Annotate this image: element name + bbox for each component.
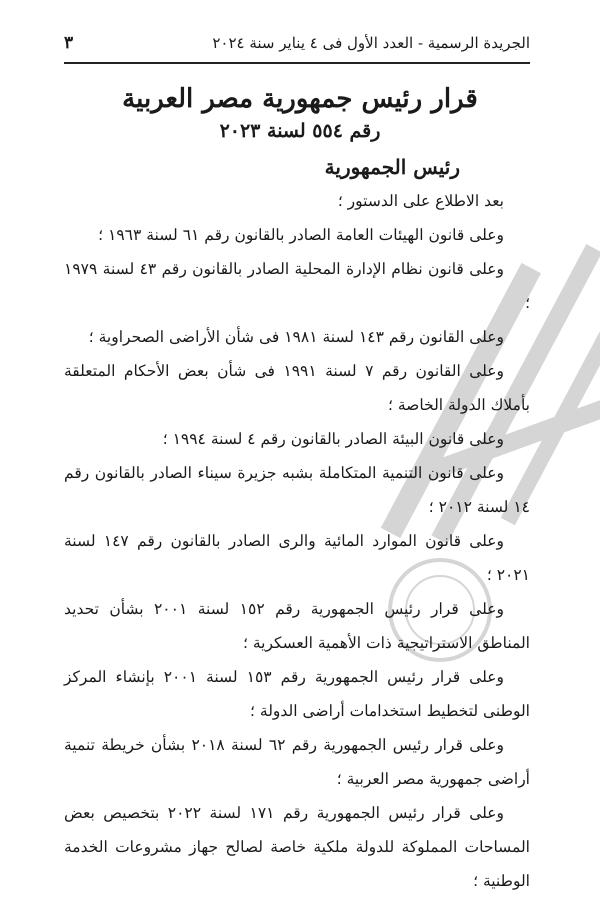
- preamble-paragraph: وعلى قانون الموارد المائية والرى الصادر بالقانون رقم ١٤٧ لسنة ٢٠٢١ ؛: [64, 532, 530, 584]
- issuer-heading: رئيس الجمهورية: [324, 155, 460, 179]
- preamble-paragraph: وعلى قانون نظام الإدارة المحلية الصادر بالقانون رقم ٤٣ لسنة ١٩٧٩ ؛: [64, 260, 530, 312]
- preamble-paragraph: وعلى قانون التنمية المتكاملة بشبه جزيرة سيناء الصادر بالقانون رقم ١٤ لسنة ٢٠١٢ ؛: [64, 464, 530, 516]
- decree-title: قرار رئيس جمهورية مصر العربية: [122, 84, 478, 114]
- gazette-issue-line: الجريدة الرسمية - العدد الأول فى ٤ يناير سنة ٢٠٢٤: [212, 34, 530, 52]
- preamble-paragraph: وعلى قرار رئيس الجمهورية رقم ٦٢ لسنة ٢٠١٨ بشأن خريطة تنمية أراضى جمهورية مصر العربية ؛: [64, 736, 530, 788]
- preamble-paragraph: بعد الاطلاع على الدستور ؛: [337, 192, 504, 210]
- decree-body: [64, 150, 530, 898]
- preamble-paragraph: وعلى القانون رقم ١٤٣ لسنة ١٩٨١ فى شأن الأراضى الصحراوية ؛: [88, 328, 504, 346]
- preamble-paragraph: وعلى القانون رقم ٧ لسنة ١٩٩١ فى شأن بعض الأحكام المتعلقة بأملاك الدولة الخاصة ؛: [64, 362, 530, 414]
- page-number: ٣: [64, 33, 74, 53]
- page-header: [64, 32, 530, 54]
- preamble-paragraph: وعلى قانون الهيئات العامة الصادر بالقانون رقم ٦١ لسنة ١٩٦٣ ؛: [98, 226, 504, 244]
- preamble-paragraph: وعلى قرار رئيس الجمهورية رقم ١٥٢ لسنة ٢٠٠١ بشأن تحديد المناطق الاستراتيجية ذات الأهمية العسكرية ؛: [64, 600, 530, 652]
- header-divider: [64, 62, 530, 64]
- preamble-paragraph: وعلى قرار رئيس الجمهورية رقم ١٥٣ لسنة ٢٠٠١ بإنشاء المركز الوطنى لتخطيط استخدامات أراضى الدولة ؛: [64, 668, 530, 720]
- preamble-paragraph: وعلى قانون البيئة الصادر بالقانون رقم ٤ لسنة ١٩٩٤ ؛: [162, 430, 504, 448]
- preamble-paragraph: وعلى قرار رئيس الجمهورية رقم ١٧١ لسنة ٢٠٢٢ بتخصيص بعض المساحات المملوكة للدولة ملكية خاصة لصالح جهاز مشروعات الخدمة الوطنية ؛: [64, 804, 530, 890]
- decree-number: رقم ٥٥٤ لسنة ٢٠٢٣: [219, 120, 381, 142]
